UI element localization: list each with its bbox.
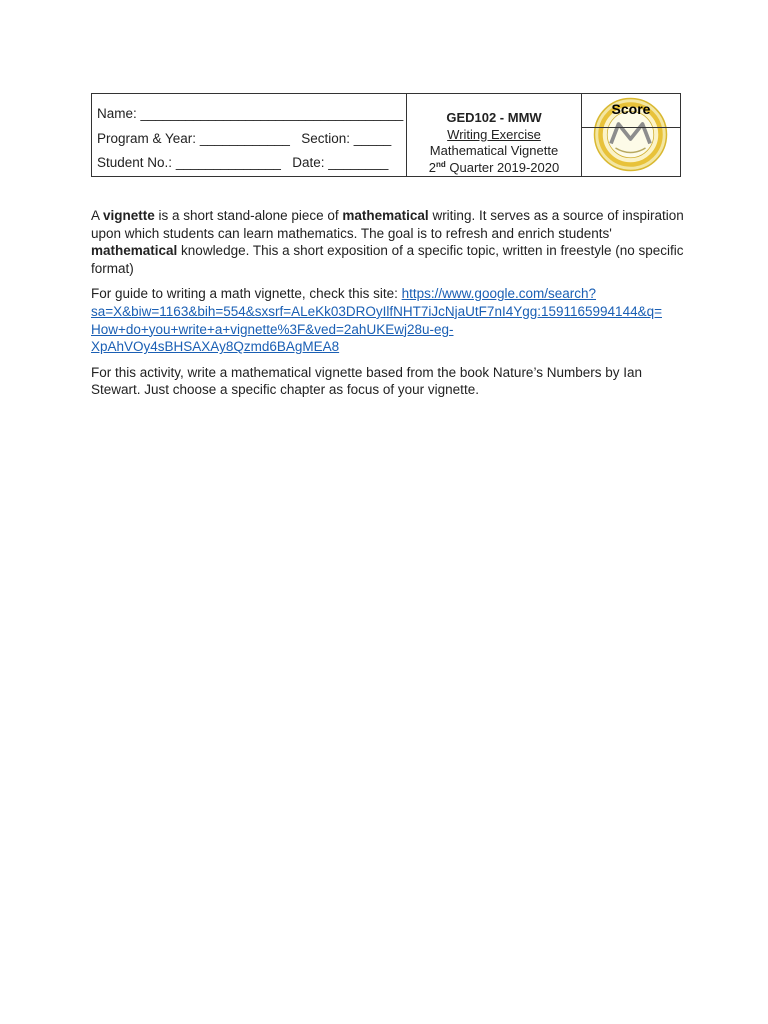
paragraph-activity: For this activity, write a mathematical vignette based from the book Nature’s Numbers by Ian Stewart. Just choose a specific chapter as focus of your vignette. [91, 364, 642, 398]
score-divider [582, 127, 680, 128]
date-label: Date: [292, 155, 325, 170]
section-blank: _____ [353, 130, 392, 146]
link-line: https://www.google.com/search? [401, 286, 597, 302]
topic-title: Mathematical Vignette [429, 143, 559, 158]
program-blank: ____________ [199, 130, 290, 146]
course-code: GED102 - MMW [446, 110, 542, 125]
link-line: sa=X&biw=1163&bih=554&sxsrf=ALeKk03DROyIlfNHT7iJcNjaUtF7nI4Ygg:1591165994144&q= [91, 303, 662, 319]
name-label: Name: [97, 106, 137, 121]
bold-term: mathematical [342, 208, 429, 223]
quarter-suffix: nd [435, 159, 446, 169]
student-no-label: Student No.: [97, 155, 173, 170]
paragraph-definition [91, 207, 691, 277]
text-run: is a short stand-alone piece of [154, 208, 343, 223]
student-info-cell [92, 94, 407, 176]
quarter-number: 2 [428, 159, 436, 175]
student-no-blank: ______________ [175, 155, 281, 170]
header-table [91, 93, 681, 177]
quarter-text: Quarter 2019-2020 [445, 159, 560, 175]
quarter [407, 160, 581, 177]
score-cell [582, 94, 680, 176]
link-line: XpAhVOy4sBHSAXAy8Qzmd6BAgMEA8 [91, 339, 340, 355]
section-label: Section: [301, 130, 350, 146]
paragraph-guide [91, 285, 691, 355]
link-line: How+do+you+write+a+vignette%3F&ved=2ahUKEwj28u-eg- [91, 321, 454, 337]
exercise-title: Writing Exercise [447, 126, 541, 142]
bold-term: vignette [103, 208, 155, 223]
instructions [91, 207, 691, 407]
bold-term: mathematical [91, 243, 178, 259]
text-run: For guide to writing a math vignette, check this site: [91, 286, 402, 302]
program-row [97, 127, 406, 152]
text-run: knowledge. This a short exposition of a specific topic, written in freestyle (no specific format) [91, 243, 684, 276]
student-row [97, 151, 406, 176]
program-label: Program & Year: [97, 130, 197, 146]
course-info-cell [407, 94, 582, 176]
name-row [97, 102, 406, 127]
name-blank: ___________________________________ [140, 106, 404, 121]
text-run: writing. It serves as a source of inspiration upon which students can learn mathematics. The goal is to refresh and enrich students' [91, 208, 684, 241]
text-run: A [91, 208, 104, 223]
date-blank: ________ [328, 155, 389, 170]
score-label: Score [611, 101, 651, 117]
